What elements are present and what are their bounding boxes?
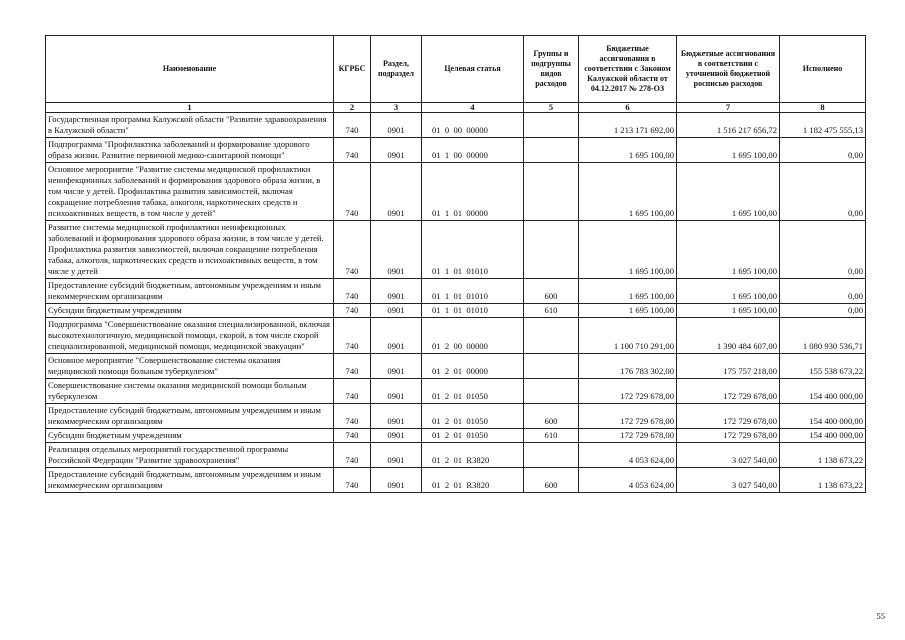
row-target-cell: 01 1 01 01010 — [422, 304, 524, 318]
row-executed-amount-cell: 0,00 — [780, 221, 866, 279]
col-header-law: Бюджетные ассигнования в соответствии с Законом Калужской области от 04.12.2017 № 278-ОЗ — [579, 36, 677, 103]
row-name-cell: Основное мероприятие "Совершенствование системы оказания медицинской помощи больным туберкулезом" — [46, 354, 334, 379]
page-number: 55 — [876, 611, 885, 621]
row-section-cell: 0901 — [371, 113, 422, 138]
col-number: 1 — [46, 103, 334, 113]
row-section-cell: 0901 — [371, 279, 422, 304]
row-ktrbs-cell: 740 — [334, 354, 371, 379]
row-section-cell: 0901 — [371, 354, 422, 379]
budget-table-sheet — [45, 35, 865, 493]
row-name-cell: Совершенствование системы оказания медицинской помощи больным туберкулезом — [46, 379, 334, 404]
row-ktrbs-cell: 740 — [334, 138, 371, 163]
row-target-cell: 01 1 01 00000 — [422, 163, 524, 221]
row-ktrbs-cell: 740 — [334, 279, 371, 304]
row-group-cell — [524, 221, 579, 279]
row-executed-amount-cell: 155 538 673,22 — [780, 354, 866, 379]
row-refined-amount-cell: 3 027 540,00 — [677, 443, 780, 468]
row-refined-amount-cell: 172 729 678,00 — [677, 429, 780, 443]
row-executed-amount-cell: 1 080 930 536,71 — [780, 318, 866, 354]
row-executed-amount-cell: 154 400 000,00 — [780, 379, 866, 404]
row-ktrbs-cell: 740 — [334, 221, 371, 279]
row-section-cell: 0901 — [371, 221, 422, 279]
row-name-cell: Основное мероприятие "Развитие системы медицинской профилактики неинфекционных заболеваний и формирования здорового образа жизни, в том числе у детей. Профилактика развития зависимостей, включая сокращение потребления табака, алкоголя, наркотических средств и психоактивных веществ, в том числе у детей" — [46, 163, 334, 221]
row-target-cell: 01 0 00 00000 — [422, 113, 524, 138]
row-ktrbs-cell: 740 — [334, 429, 371, 443]
col-header-refined: Бюджетные ассигнования в соответствии с уточненной бюджетной росписью расходов — [677, 36, 780, 103]
row-name-cell: Подпрограмма "Профилактика заболеваний и формирование здорового образа жизни. Развитие первичной медико-санитарной помощи" — [46, 138, 334, 163]
row-executed-amount-cell: 154 400 000,00 — [780, 429, 866, 443]
row-refined-amount-cell: 1 695 100,00 — [677, 221, 780, 279]
row-law-amount-cell: 4 053 624,00 — [579, 468, 677, 493]
col-number: 7 — [677, 103, 780, 113]
row-section-cell: 0901 — [371, 163, 422, 221]
row-ktrbs-cell: 740 — [334, 318, 371, 354]
row-group-cell — [524, 113, 579, 138]
row-refined-amount-cell: 175 757 218,00 — [677, 354, 780, 379]
row-name-cell: Государственная программа Калужской области "Развитие здравоохранения в Калужской области" — [46, 113, 334, 138]
row-refined-amount-cell: 1 516 217 656,72 — [677, 113, 780, 138]
col-header-target: Целевая статья — [422, 36, 524, 103]
row-refined-amount-cell: 1 695 100,00 — [677, 138, 780, 163]
table-row — [46, 354, 866, 379]
row-refined-amount-cell: 1 695 100,00 — [677, 279, 780, 304]
row-executed-amount-cell: 1 138 673,22 — [780, 468, 866, 493]
row-group-cell: 600 — [524, 279, 579, 304]
col-number: 3 — [371, 103, 422, 113]
row-target-cell: 01 1 01 01010 — [422, 279, 524, 304]
row-section-cell: 0901 — [371, 404, 422, 429]
table-row — [46, 163, 866, 221]
row-ktrbs-cell: 740 — [334, 468, 371, 493]
row-executed-amount-cell: 0,00 — [780, 138, 866, 163]
row-ktrbs-cell: 740 — [334, 304, 371, 318]
row-executed-amount-cell: 0,00 — [780, 163, 866, 221]
row-law-amount-cell: 1 213 171 692,00 — [579, 113, 677, 138]
row-law-amount-cell: 4 053 624,00 — [579, 443, 677, 468]
row-name-cell: Подпрограмма "Совершенствование оказания специализированной, включая высокотехнологичную, медицинской помощи, скорой, в том числе скорой специализированной, медицинской помощи, медицинской эвакуации" — [46, 318, 334, 354]
row-law-amount-cell: 172 729 678,00 — [579, 379, 677, 404]
row-executed-amount-cell: 0,00 — [780, 279, 866, 304]
row-name-cell: Развитие системы медицинской профилактики неинфекционных заболеваний и формирования здорового образа жизни, в том числе у детей. Профилактика развития зависимостей, включая сокращение потребления табака, алкоголя, наркотических средств и психоактивных веществ, в том числе у детей — [46, 221, 334, 279]
row-refined-amount-cell: 1 695 100,00 — [677, 304, 780, 318]
row-target-cell: 01 2 01 01050 — [422, 404, 524, 429]
row-section-cell: 0901 — [371, 379, 422, 404]
col-number: 6 — [579, 103, 677, 113]
row-target-cell: 01 2 01 01050 — [422, 429, 524, 443]
row-name-cell: Предоставление субсидий бюджетным, автономным учреждениям и иным некоммерческим организациям — [46, 279, 334, 304]
row-section-cell: 0901 — [371, 138, 422, 163]
row-group-cell — [524, 443, 579, 468]
row-section-cell: 0901 — [371, 304, 422, 318]
row-ktrbs-cell: 740 — [334, 404, 371, 429]
row-name-cell: Субсидии бюджетным учреждениям — [46, 429, 334, 443]
row-refined-amount-cell: 172 729 678,00 — [677, 379, 780, 404]
row-law-amount-cell: 172 729 678,00 — [579, 404, 677, 429]
row-group-cell — [524, 318, 579, 354]
table-row — [46, 429, 866, 443]
table-row — [46, 318, 866, 354]
col-number: 2 — [334, 103, 371, 113]
row-refined-amount-cell: 1 695 100,00 — [677, 163, 780, 221]
row-law-amount-cell: 1 695 100,00 — [579, 279, 677, 304]
row-refined-amount-cell: 1 390 484 607,00 — [677, 318, 780, 354]
col-number: 8 — [780, 103, 866, 113]
row-section-cell: 0901 — [371, 468, 422, 493]
col-header-ktrbs: КГРБС — [334, 36, 371, 103]
row-section-cell: 0901 — [371, 429, 422, 443]
row-target-cell: 01 2 01 R3820 — [422, 443, 524, 468]
table-row — [46, 304, 866, 318]
col-number: 4 — [422, 103, 524, 113]
row-target-cell: 01 2 01 01050 — [422, 379, 524, 404]
header-row — [46, 36, 866, 103]
row-group-cell — [524, 138, 579, 163]
row-name-cell: Предоставление субсидий бюджетным, автономным учреждениям и иным некоммерческим организациям — [46, 468, 334, 493]
row-name-cell: Предоставление субсидий бюджетным, автономным учреждениям и иным некоммерческим организациям — [46, 404, 334, 429]
row-executed-amount-cell: 1 138 673,22 — [780, 443, 866, 468]
column-number-row — [46, 103, 866, 113]
row-law-amount-cell: 1 695 100,00 — [579, 304, 677, 318]
row-law-amount-cell: 176 783 302,00 — [579, 354, 677, 379]
col-header-executed: Исполнено — [780, 36, 866, 103]
row-law-amount-cell: 1 695 100,00 — [579, 221, 677, 279]
row-name-cell: Реализация отдельных мероприятий государственной программы Российской Федерации "Развитие здравоохранения" — [46, 443, 334, 468]
row-group-cell — [524, 379, 579, 404]
row-group-cell: 600 — [524, 468, 579, 493]
row-ktrbs-cell: 740 — [334, 379, 371, 404]
row-executed-amount-cell: 154 400 000,00 — [780, 404, 866, 429]
row-target-cell: 01 2 00 00000 — [422, 318, 524, 354]
row-executed-amount-cell: 1 182 475 555,13 — [780, 113, 866, 138]
budget-execution-table — [45, 35, 866, 493]
row-group-cell: 600 — [524, 404, 579, 429]
row-ktrbs-cell: 740 — [334, 163, 371, 221]
row-refined-amount-cell: 172 729 678,00 — [677, 404, 780, 429]
row-name-cell: Субсидии бюджетным учреждениям — [46, 304, 334, 318]
table-body — [46, 113, 866, 493]
table-row — [46, 379, 866, 404]
row-target-cell: 01 1 01 01010 — [422, 221, 524, 279]
table-row — [46, 468, 866, 493]
table-row — [46, 113, 866, 138]
row-refined-amount-cell: 3 027 540,00 — [677, 468, 780, 493]
row-law-amount-cell: 172 729 678,00 — [579, 429, 677, 443]
row-ktrbs-cell: 740 — [334, 443, 371, 468]
row-target-cell: 01 2 01 00000 — [422, 354, 524, 379]
row-group-cell — [524, 163, 579, 221]
row-target-cell: 01 1 00 00000 — [422, 138, 524, 163]
row-section-cell: 0901 — [371, 443, 422, 468]
col-number: 5 — [524, 103, 579, 113]
row-law-amount-cell: 1 695 100,00 — [579, 138, 677, 163]
row-section-cell: 0901 — [371, 318, 422, 354]
row-executed-amount-cell: 0,00 — [780, 304, 866, 318]
row-group-cell — [524, 354, 579, 379]
row-ktrbs-cell: 740 — [334, 113, 371, 138]
col-header-name: Наименование — [46, 36, 334, 103]
row-law-amount-cell: 1 100 710 291,00 — [579, 318, 677, 354]
col-header-groups: Группы и подгруппы видов расходов — [524, 36, 579, 103]
table-row — [46, 221, 866, 279]
table-row — [46, 443, 866, 468]
col-header-section: Раздел, подраздел — [371, 36, 422, 103]
table-row — [46, 279, 866, 304]
table-row — [46, 138, 866, 163]
row-group-cell: 610 — [524, 304, 579, 318]
row-group-cell: 610 — [524, 429, 579, 443]
row-law-amount-cell: 1 695 100,00 — [579, 163, 677, 221]
row-target-cell: 01 2 01 R3820 — [422, 468, 524, 493]
table-row — [46, 404, 866, 429]
